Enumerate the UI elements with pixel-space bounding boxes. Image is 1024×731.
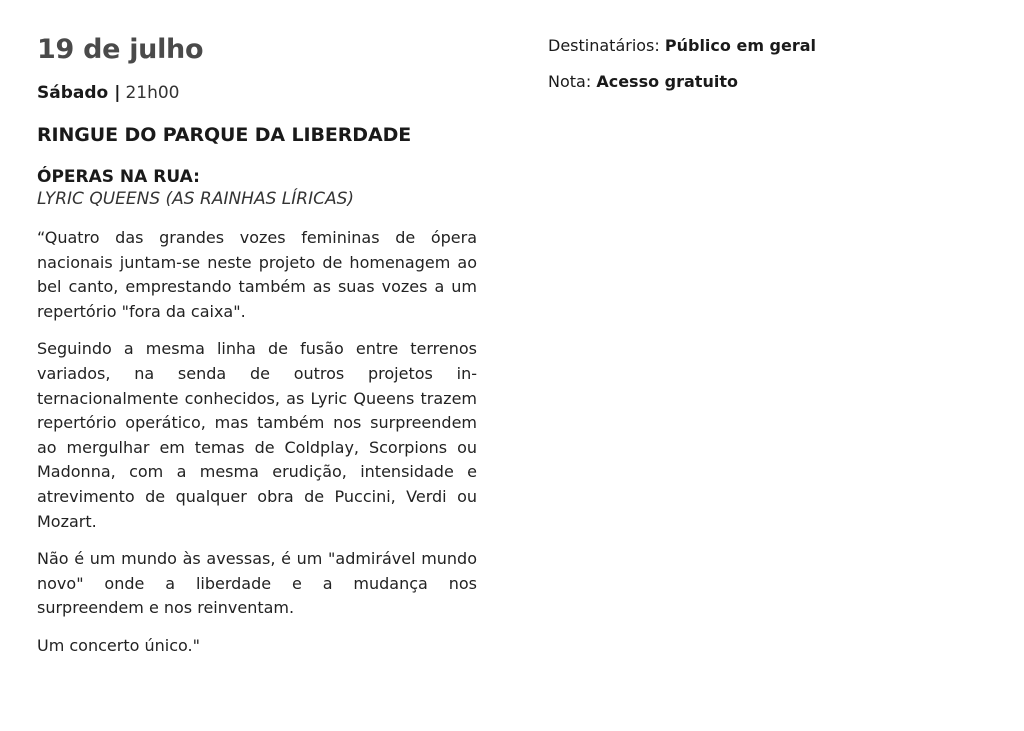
description-paragraph: Um concerto único." — [37, 635, 200, 655]
event-title: ÓPERAS NA RUA: — [37, 167, 200, 187]
note-value: Acesso gratuito — [596, 72, 738, 91]
note-label: Nota: — [548, 72, 592, 91]
audience-info — [548, 36, 988, 56]
event-description — [37, 226, 477, 659]
note-info — [548, 72, 988, 92]
event-time: 21h00 — [125, 83, 180, 103]
event-date: 19 de julho — [37, 34, 204, 65]
audience-value: Público em geral — [664, 36, 817, 55]
event-details — [37, 32, 477, 659]
event-info — [548, 36, 988, 108]
audience-label: Destinatários: — [548, 36, 660, 55]
event-day: Sábado — [37, 83, 109, 103]
description-paragraph: Seguindo a mesma linha de fusão entre terrenos variados, na senda de outros projetos internacionalmente conhecidos, as Lyric Queens trazem repertório operático, mas também nos surpreendem ao mergulhar em temas de Coldplay, Scorpions ou Madonna, com a mesma erudição, intensidade e atrevimento de qualquer obra de Puccini, Verdi ou Mozart. — [37, 339, 477, 531]
event-day-time — [37, 82, 477, 104]
description-paragraph: “Quatro das grandes vozes femininas de ópera nacionais juntam-se neste projeto de homenagem ao bel canto, emprestando também as suas vozes a um repertório "fora da caixa". — [37, 228, 477, 321]
description-paragraph: Não é um mundo às avessas, é um "admirável mundo novo" onde a liberdade e a mudança nos surpreendem e nos reinventam. — [37, 549, 477, 618]
day-time-separator: | — [114, 83, 121, 103]
event-subtitle: LYRIC QUEENS (AS RAINHAS LÍRICAS) — [37, 189, 355, 209]
event-venue: RINGUE DO PARQUE DA LIBERDADE — [37, 124, 412, 146]
